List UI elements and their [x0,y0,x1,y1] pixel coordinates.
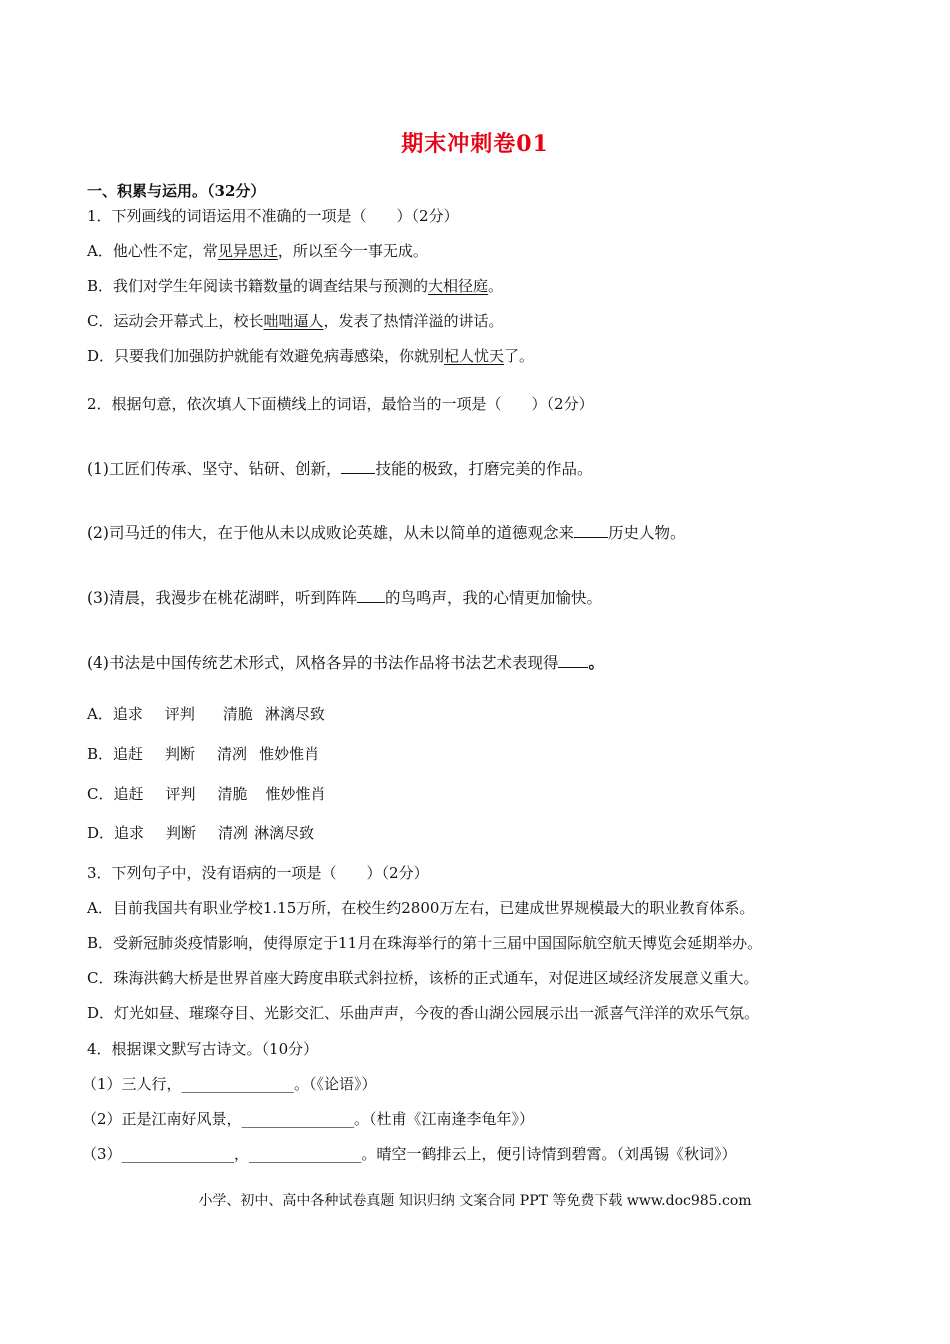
fill-blank[interactable] [357,588,385,603]
question-2-option-a: A．追求 评判 清脆 淋漓尽致 [87,705,325,723]
question-3-option-c: C．珠海洪鹤大桥是世界首座大跨度串联式斜拉桥，该桥的正式通车，对促进区域经济发展意义重大。 [87,969,759,987]
question-1-option-c: C．运动会开幕式上，校长咄咄逼人，发表了热情洋溢的讲话。 [87,312,504,330]
question-2-sentence-3: (3)清晨，我漫步在桃花湖畔，听到阵阵 的鸟鸣声，我的心情更加愉快。 [87,589,602,607]
question-2-option-d: D．追求 判断 清冽 淋漓尽致 [87,824,315,842]
underlined-phrase: 咄咄逼人 [263,312,324,330]
underlined-phrase: 见异思迁 [217,242,278,260]
question-3-option-a: A．目前我国共有职业学校1.15万所，在校生约2800万左右，已建成世界规模最大的职业教育体系。 [87,899,755,917]
question-1-option-b: B．我们对学生年阅读书籍数量的调查结果与预测的大相径庭。 [87,277,504,295]
fill-blank[interactable] [574,523,608,538]
question-1-option-d: D．只要我们加强防护就能有效避免病毒感染，你就别杞人忧天了。 [87,347,535,365]
question-4-line-2: （2）正是江南好风景，_______________。（杜甫《江南逢李龟年》） [82,1110,535,1128]
question-3-stem: 3．下列句子中，没有语病的一项是（ ）（2分） [87,864,429,882]
question-2-sentence-2: (2)司马迁的伟大，在于他从未以成败论英雄，从未以简单的道德观念来 历史人物。 [87,524,686,542]
question-1-stem: 1．下列画线的词语运用不准确的一项是（ ）（2分） [87,207,459,225]
footer-text: 小学、初中、高中各种试卷真题 知识归纳 文案合同 PPT 等免费下载 www.doc985.com [198,1193,752,1209]
fill-blank[interactable] [341,459,375,474]
question-3-option-d: D．灯光如昼、璀璨夺目、光影交汇、乐曲声声，今夜的香山湖公园展示出一派喜气洋洋的欢乐气氛。 [87,1004,760,1022]
underlined-phrase: 大相径庭 [428,277,489,295]
fill-blank[interactable] [558,653,588,668]
question-2-option-c: C．追赶 评判 清脆 惟妙惟肖 [87,785,326,803]
page-title: 期末冲刺卷01 [401,131,549,157]
question-2-option-b: B．追赶 判断 清冽 惟妙惟肖 [87,745,320,763]
question-4-line-3: （3）_______________，_______________。晴空一鹤排云上，便引诗情到碧霄。（刘禹锡《秋词》） [82,1145,737,1163]
question-2-stem: 2．根据句意，依次填人下面横线上的词语，最恰当的一项是（ ）（2分） [87,395,594,413]
question-1-option-a: A．他心性不定，常见异思迁，所以至今一事无成。 [87,242,428,260]
underlined-phrase: 杞人忧天 [444,347,505,365]
question-2-sentence-1: (1)工匠们传承、坚守、钻研、创新， 技能的极致，打磨完美的作品。 [87,460,593,478]
question-4-line-1: （1）三人行，_______________。（《论语》） [82,1075,377,1093]
section-heading: 一、积累与运用。（32分） [87,182,266,200]
question-4-stem: 4．根据课文默写古诗文。（10分） [87,1040,319,1058]
question-3-option-b: B．受新冠肺炎疫情影响，使得原定于11月在珠海举行的第十三届中国国际航空航天博览会延期举办。 [87,934,763,952]
question-2-sentence-4: (4)书法是中国传统艺术形式，风格各异的书法作品将书法艺术表现得 。 [87,653,604,672]
